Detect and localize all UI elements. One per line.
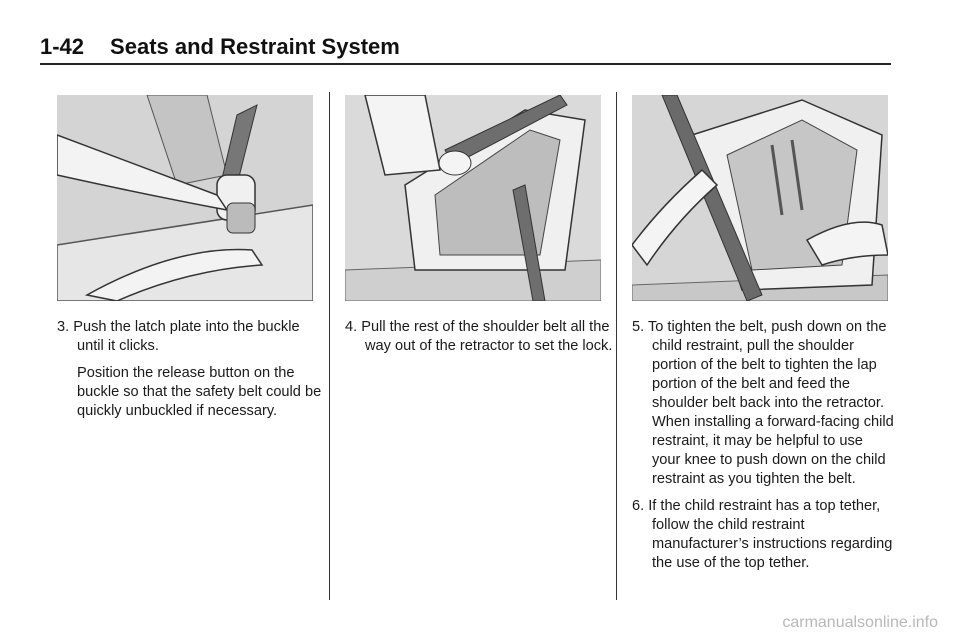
watermark: carmanualsonline.info (782, 614, 938, 631)
column-right (632, 318, 894, 581)
step-5-text: 5. To tighten the belt, push down on the child restraint, pull the shoulder portion of the belt to tighten the lap portion of the belt and feed the shoulder belt back into the retractor. When installing a forward-facing child restraint, it may be helpful to use your knee to push down on the child restraint as you tighten the belt. (632, 319, 894, 487)
latch-plate-buckle-illustration (57, 95, 313, 301)
shoulder-belt-pull-illustration (345, 95, 601, 301)
page-number: 1-42 (40, 34, 85, 59)
column-divider-2 (616, 92, 617, 600)
column-left (57, 318, 327, 429)
child-restraint-tighten-illustration (632, 95, 888, 301)
page-header (40, 34, 400, 60)
step-3-text: 3. Push the latch plate into the buckle until it clicks. (57, 319, 300, 354)
section-title: Seats and Restraint System (110, 34, 400, 59)
step-3-note: Position the release button on the buckle so that the safety belt could be quickly unbuckled if necessary. (77, 365, 322, 419)
step-6-text: 6. If the child restraint has a top tether, follow the child restraint manufacturer’s instructions regarding the use of the top tether. (632, 498, 893, 571)
step-4-text: 4. Pull the rest of the shoulder belt all the way out of the retractor to set the lock. (345, 319, 613, 354)
column-middle (345, 318, 615, 364)
column-divider-1 (329, 92, 330, 600)
header-rule (40, 63, 891, 65)
